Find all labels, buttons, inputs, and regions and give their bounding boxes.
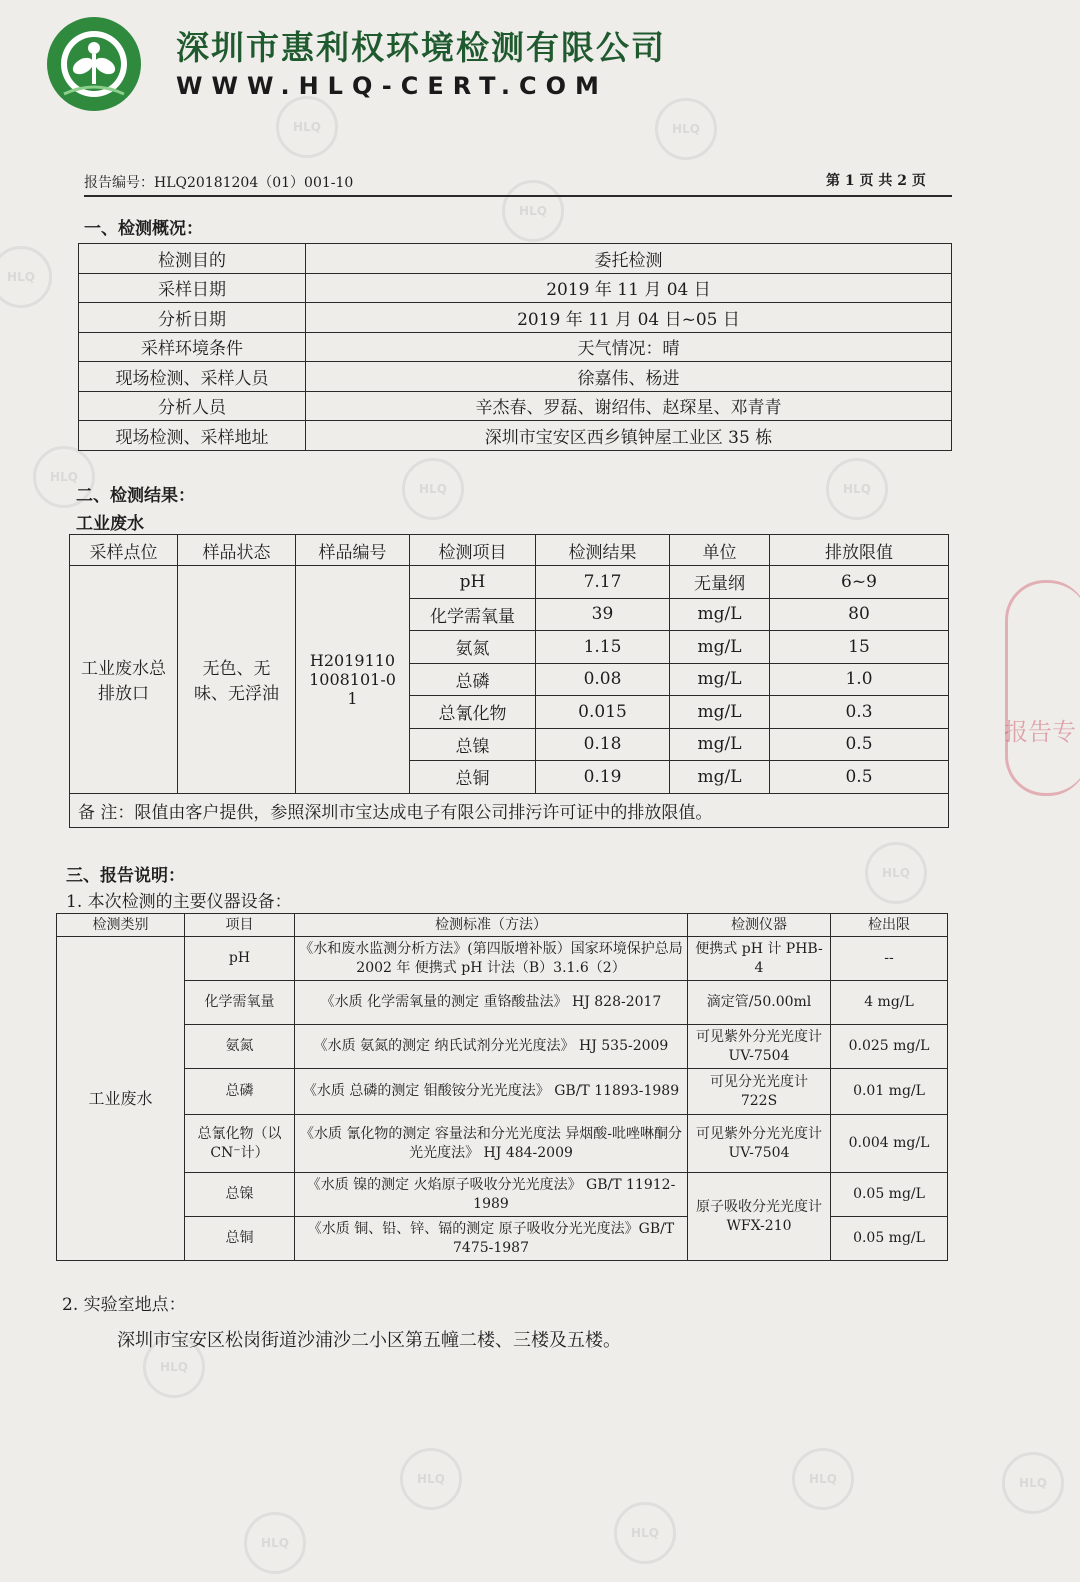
row-label: 检测目的: [79, 244, 306, 274]
watermark: HLQ: [614, 1502, 676, 1564]
column-header: 检测结果: [536, 535, 670, 566]
company-name: 深圳市惠利权环境检测有限公司: [176, 28, 666, 67]
table-row: [57, 1069, 948, 1115]
test-item: pH: [410, 566, 536, 599]
test-result: 39: [536, 598, 670, 631]
method-item: 总铜: [185, 1217, 295, 1261]
test-limit: 0.5: [770, 728, 949, 761]
detection-limit: 0.01 mg/L: [831, 1069, 948, 1115]
overview-table: [78, 243, 952, 451]
table-row: [57, 937, 948, 981]
watermark: HLQ: [33, 446, 95, 508]
watermark: HLQ: [865, 842, 927, 904]
row-value: 2019 年 11 月 04 日~05 日: [306, 303, 952, 333]
method-standard: 《水和废水监测分析方法》(第四版增补版）国家环境保护总局 2002 年 便携式 pH 计法（B）3.1.6（2）: [295, 937, 688, 981]
method-instrument: 可见紫外分光光度计 UV-7504: [688, 1025, 831, 1069]
column-header: 检测标准（方法）: [295, 914, 688, 937]
table-row: [79, 421, 952, 451]
method-item: 化学需氧量: [185, 981, 295, 1025]
detection-limit: 0.004 mg/L: [831, 1115, 948, 1173]
lab-address: 深圳市宝安区松岗街道沙浦沙二小区第五幢二楼、三楼及五楼。: [117, 1330, 621, 1351]
method-instrument: 可见紫外分光光度计 UV-7504: [688, 1115, 831, 1173]
column-header: 样品编号: [296, 535, 410, 566]
sample-number: H20191101008101-01: [296, 566, 410, 794]
column-header: 检测类别: [57, 914, 185, 937]
test-limit: 0.5: [770, 761, 949, 794]
row-value: 2019 年 11 月 04 日: [306, 273, 952, 303]
table-row: [57, 1025, 948, 1069]
watermark: HLQ: [402, 458, 464, 520]
watermark: HLQ: [143, 1336, 205, 1398]
table-row: [57, 1115, 948, 1173]
sample-state: 无色、无味、无浮油: [178, 566, 296, 794]
row-label: 采样环境条件: [79, 332, 306, 362]
row-value: 徐嘉伟、杨进: [306, 362, 952, 392]
row-label: 采样日期: [79, 273, 306, 303]
report-number: 报告编号：HLQ20181204（01）001-10: [84, 175, 354, 191]
column-header: 单位: [670, 535, 770, 566]
table-note: 备 注：限值由客户提供，参照深圳市宝达成电子有限公司排污许可证中的排放限值。: [70, 793, 949, 827]
section2-subtitle: 工业废水: [76, 514, 144, 534]
test-limit: 1.0: [770, 663, 949, 696]
test-limit: 15: [770, 631, 949, 664]
row-label: 现场检测、采样人员: [79, 362, 306, 392]
table-row: [79, 244, 952, 274]
row-value: 深圳市宝安区西乡镇钟屋工业区 35 栋: [306, 421, 952, 451]
test-unit: mg/L: [670, 696, 770, 729]
column-header: 检测仪器: [688, 914, 831, 937]
method-item: 总氰化物（以 CN⁻计）: [185, 1115, 295, 1173]
row-label: 现场检测、采样地址: [79, 421, 306, 451]
method-standard: 《水质 总磷的测定 钼酸铵分光光度法》 GB/T 11893-1989: [295, 1069, 688, 1115]
section3-title: 三、报告说明：: [66, 866, 185, 886]
method-instrument: 便携式 pH 计 PHB-4: [688, 937, 831, 981]
header-divider: [84, 195, 952, 197]
row-value: 委托检测: [306, 244, 952, 274]
watermark: HLQ: [0, 246, 52, 308]
test-category: 工业废水: [57, 937, 185, 1261]
watermark: HLQ: [244, 1512, 306, 1574]
column-header: 采样点位: [70, 535, 178, 566]
test-item: 总氰化物: [410, 696, 536, 729]
method-standard: 《水质 化学需氧量的测定 重铬酸盐法》 HJ 828-2017: [295, 981, 688, 1025]
test-limit: 80: [770, 598, 949, 631]
detection-limit: 0.025 mg/L: [831, 1025, 948, 1069]
table-row: [79, 332, 952, 362]
method-instrument: 可见分光光度计 722S: [688, 1069, 831, 1115]
test-limit: 0.3: [770, 696, 949, 729]
results-table: [69, 534, 949, 828]
row-value: 天气情况：晴: [306, 332, 952, 362]
test-unit: mg/L: [670, 761, 770, 794]
method-instrument: 原子吸收分光光度计 WFX-210: [688, 1173, 831, 1261]
test-result: 1.15: [536, 631, 670, 664]
column-header: 检测项目: [410, 535, 536, 566]
column-header: 样品状态: [178, 535, 296, 566]
table-header-row: [57, 914, 948, 937]
row-label: 分析人员: [79, 391, 306, 421]
column-header: 项目: [185, 914, 295, 937]
test-result: 0.19: [536, 761, 670, 794]
test-item: 氨氮: [410, 631, 536, 664]
method-item: 总镍: [185, 1173, 295, 1217]
detection-limit: 0.05 mg/L: [831, 1217, 948, 1261]
table-row: [57, 1173, 948, 1217]
watermark: HLQ: [1002, 1452, 1064, 1514]
row-value: 辛杰春、罗磊、谢绍伟、赵琛星、邓青青: [306, 391, 952, 421]
section2-title: 二、检测结果：: [76, 486, 195, 506]
test-item: 总磷: [410, 663, 536, 696]
table-note-row: [70, 793, 949, 827]
detection-limit: 0.05 mg/L: [831, 1173, 948, 1217]
test-item: 总镍: [410, 728, 536, 761]
watermark: HLQ: [502, 180, 564, 242]
test-unit: mg/L: [670, 598, 770, 631]
test-unit: mg/L: [670, 663, 770, 696]
method-item: pH: [185, 937, 295, 981]
method-standard: 《水质 铜、铅、锌、镉的测定 原子吸收分光光度法》GB/T 7475-1987: [295, 1217, 688, 1261]
test-result: 7.17: [536, 566, 670, 599]
watermark: HLQ: [826, 458, 888, 520]
column-header: 检出限: [831, 914, 948, 937]
company-website: WWW.HLQ-CERT.COM: [176, 72, 608, 100]
table-row: [79, 391, 952, 421]
test-unit: mg/L: [670, 728, 770, 761]
red-stamp: [1005, 580, 1080, 796]
table-row: [79, 303, 952, 333]
test-item: 化学需氧量: [410, 598, 536, 631]
table-row: [79, 273, 952, 303]
method-instrument: 滴定管/50.00ml: [688, 981, 831, 1025]
column-header: 排放限值: [770, 535, 949, 566]
method-item: 氨氮: [185, 1025, 295, 1069]
test-result: 0.18: [536, 728, 670, 761]
test-unit: 无量纲: [670, 566, 770, 599]
detection-limit: 4 mg/L: [831, 981, 948, 1025]
sampling-point: 工业废水总排放口: [70, 566, 178, 794]
table-row: [57, 981, 948, 1025]
table-header-row: [70, 535, 949, 566]
test-unit: mg/L: [670, 631, 770, 664]
test-limit: 6~9: [770, 566, 949, 599]
row-label: 分析日期: [79, 303, 306, 333]
instruments-table: [56, 913, 948, 1261]
section1-title: 一、检测概况：: [84, 219, 203, 239]
watermark: HLQ: [655, 98, 717, 160]
stamp-text: 报告专: [1004, 718, 1076, 746]
table-row: [79, 362, 952, 392]
test-item: 总铜: [410, 761, 536, 794]
detection-limit: --: [831, 937, 948, 981]
method-standard: 《水质 氰化物的测定 容量法和分光光度法 异烟酸-吡唑啉酮分光光度法》 HJ 484-2009: [295, 1115, 688, 1173]
instruments-heading: 1. 本次检测的主要仪器设备：: [66, 892, 292, 912]
company-logo: [44, 14, 144, 114]
test-result: 0.08: [536, 663, 670, 696]
lab-location-heading: 2. 实验室地点：: [62, 1295, 186, 1315]
method-standard: 《水质 氨氮的测定 纳氏试剂分光光度法》 HJ 535-2009: [295, 1025, 688, 1069]
test-result: 0.015: [536, 696, 670, 729]
method-item: 总磷: [185, 1069, 295, 1115]
watermark: HLQ: [400, 1448, 462, 1510]
page-indicator: 第 1 页 共 2 页: [826, 173, 926, 189]
method-standard: 《水质 镍的测定 火焰原子吸收分光光度法》 GB/T 11912-1989: [295, 1173, 688, 1217]
table-row: [70, 566, 949, 599]
watermark: HLQ: [792, 1448, 854, 1510]
watermark: HLQ: [276, 96, 338, 158]
